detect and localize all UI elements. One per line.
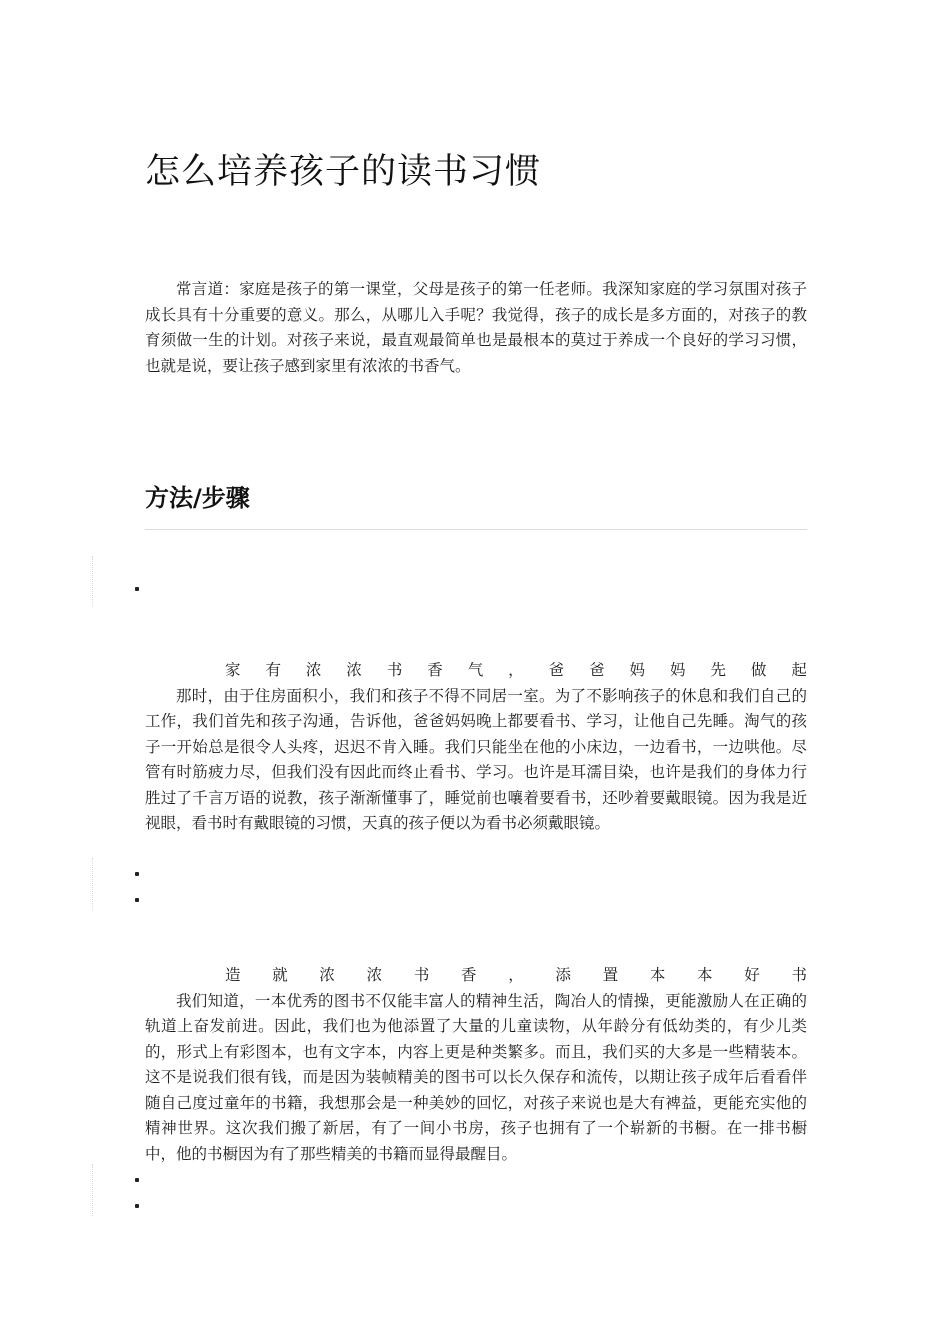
step-heading-char: 香 (461, 966, 477, 984)
step-heading-char: 妈 (669, 661, 686, 679)
step-heading-char: 爸 (548, 661, 565, 679)
step-heading-char: 置 (602, 966, 619, 984)
step-heading-char: 本 (697, 966, 713, 984)
bullet-marker (135, 1204, 139, 1208)
intro-paragraph (145, 277, 807, 379)
step-heading-char: 书 (413, 966, 430, 984)
step-1-heading (145, 658, 807, 684)
step-2 (145, 963, 807, 1167)
margin-marker (92, 1164, 93, 1216)
bullet-marker (135, 872, 139, 876)
step-heading-char: 家 (225, 661, 241, 679)
step-heading-char: 有 (265, 661, 281, 679)
step-heading-char: 起 (791, 661, 807, 679)
step-heading-char: ， (508, 966, 524, 984)
step-2-heading (145, 963, 807, 989)
step-heading-char: 浓 (319, 966, 335, 984)
step-heading-char: 书 (791, 966, 807, 984)
step-heading-char: 好 (744, 966, 760, 984)
margin-marker (92, 858, 93, 910)
step-heading-char: 爸 (589, 661, 605, 679)
step-heading-char: 就 (272, 966, 288, 984)
page-title: 怎么培养孩子的读书习惯 (145, 152, 542, 193)
section-heading: 方法/步骤 (145, 484, 250, 512)
step-1 (145, 658, 807, 837)
step-heading-char: ， (508, 661, 524, 679)
intro-text: 常言道：家庭是孩子的第一课堂，父母是孩子的第一任老师。我深知家庭的学习氛围对孩子成长具有十分重要的意义。那么，从哪儿入手呢？我觉得，孩子的成长是多方面的，对孩子的教育须做一生的计划。对孩子来说，最直观最简单也是最根本的莫过于养成一个良好的学习习惯，也就是说，要让孩子感到家里有浓浓的书香气。 (145, 280, 807, 375)
step-1-body: 那时，由于住房面积小，我们和孩子不得不同居一室。为了不影响孩子的休息和我们自己的工作，我们首先和孩子沟通，告诉他，爸爸妈妈晚上都要看书、学习，让他自己先睡。淘气的孩子一开始总是很令人头疼，迟迟不肯入睡。我们只能坐在他的小床边，一边看书，一边哄他。尽管有时筋疲力尽，但我们没有因此而终止看书、学习。也许是耳濡目染，也许是我们的身体力行胜过了千言万语的说教，孩子渐渐懂事了，睡觉前也嚷着要看书，还吵着要戴眼镜。因为我是近视眼，看书时有戴眼镜的习惯，天真的孩子便以为看书必须戴眼镜。 (145, 686, 807, 832)
step-heading-char: 先 (710, 661, 726, 679)
section-divider (145, 529, 807, 530)
step-heading-char: 做 (750, 661, 767, 679)
bullet-marker (135, 898, 139, 902)
step-heading-char: 妈 (629, 661, 646, 679)
step-heading-char: 书 (386, 661, 403, 679)
margin-marker (92, 556, 93, 606)
step-heading-char: 气 (467, 661, 484, 679)
step-heading-char: 浓 (305, 661, 322, 679)
bullet-marker (135, 587, 139, 591)
step-heading-char: 浓 (366, 966, 383, 984)
step-heading-char: 香 (427, 661, 443, 679)
bullet-marker (135, 1178, 139, 1182)
step-heading-char: 本 (649, 966, 666, 984)
step-2-body: 我们知道，一本优秀的图书不仅能丰富人的精神生活，陶冶人的情操，更能激励人在正确的轨道上奋发前进。因此，我们也为他添置了大量的儿童读物，从年龄分有低幼类的，有少儿类的，形式上有彩图本，也有文字本，内容上更是种类繁多。而且，我们买的大多是一些精装本。这不是说我们很有钱，而是因为装帧精美的图书可以长久保存和流传，以期让孩子成年后看看伴随自己度过童年的书籍，我想那会是一种美妙的回忆，对孩子来说也是大有裨益，更能充实他的精神世界。这次我们搬了新居，有了一间小书房，孩子也拥有了一个崭新的书橱。在一排书橱中，他的书橱因为有了那些精美的书籍而显得最醒目。 (145, 991, 807, 1163)
step-heading-char: 添 (555, 966, 571, 984)
step-heading-char: 浓 (346, 661, 362, 679)
step-heading-char: 造 (225, 966, 241, 984)
